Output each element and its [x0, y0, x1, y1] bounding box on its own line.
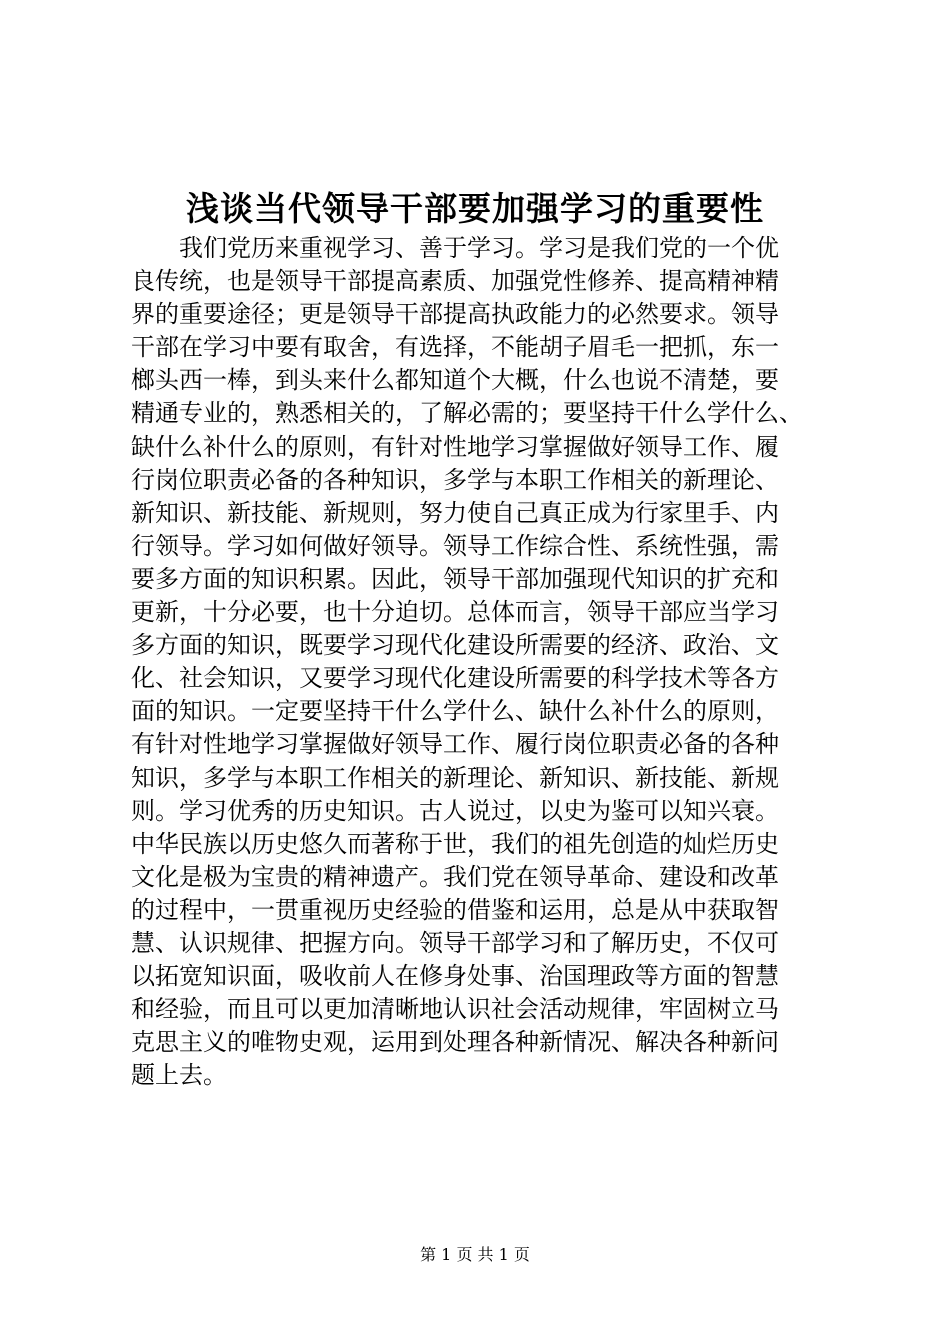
body-line: 要多方面的知识积累。因此，领导干部加强现代知识的扩充和: [131, 564, 779, 593]
body-line: 干部在学习中要有取舍，有选择，不能胡子眉毛一把抓，东一: [131, 333, 779, 362]
body-line: 题上去。: [131, 1061, 227, 1090]
body-line: 行岗位职责必备的各种知识，多学与本职工作相关的新理论、: [131, 465, 779, 494]
body-line: 界的重要途径；更是领导干部提高执政能力的必然要求。领导: [131, 300, 779, 329]
body-line: 缺什么补什么的原则，有针对性地学习掌握做好领导工作、履: [131, 432, 779, 461]
body-line: 中华民族以历史悠久而著称于世，我们的祖先创造的灿烂历史: [131, 829, 779, 858]
body-line: 行领导。学习如何做好领导。领导工作综合性、系统性强，需: [131, 531, 779, 560]
document-title: 浅谈当代领导干部要加强学习的重要性: [186, 189, 764, 228]
body-line: 多方面的知识，既要学习现代化建设所需要的经济、政治、文: [131, 631, 779, 660]
body-line: 化、社会知识，又要学习现代化建设所需要的科学技术等各方: [131, 664, 779, 693]
body-line: 和经验，而且可以更加清晰地认识社会活动规律，牢固树立马: [131, 995, 779, 1024]
body-line: 新知识、新技能、新规则，努力使自己真正成为行家里手、内: [131, 498, 779, 527]
body-line: 精通专业的，熟悉相关的，了解必需的；要坚持干什么学什么、: [131, 399, 803, 428]
body-line: 慧、认识规律、把握方向。领导干部学习和了解历史，不仅可: [131, 928, 779, 957]
body-line: 以拓宽知识面，吸收前人在修身处事、治国理政等方面的智慧: [131, 962, 779, 991]
document-body: [131, 232, 831, 1092]
body-line: 则。学习优秀的历史知识。古人说过，以史为鉴可以知兴衰。: [131, 796, 779, 825]
body-line: 更新，十分必要，也十分迫切。总体而言，领导干部应当学习: [131, 598, 779, 627]
body-line: 的过程中，一贯重视历史经验的借鉴和运用，总是从中获取智: [131, 895, 779, 924]
body-line: 有针对性地学习掌握做好领导工作、履行岗位职责必备的各种: [131, 730, 779, 759]
body-line: 榔头西一棒，到头来什么都知道个大概，什么也说不清楚，要: [131, 366, 779, 395]
body-line: 我们党历来重视学习、善于学习。学习是我们党的一个优: [131, 234, 779, 262]
body-line: 面的知识。一定要坚持干什么学什么、缺什么补什么的原则，: [131, 697, 779, 726]
body-line: 文化是极为宝贵的精神遗产。我们党在领导革命、建设和改革: [131, 862, 779, 891]
page-footer: 第 1 页 共 1 页: [420, 1245, 530, 1264]
body-line: 克思主义的唯物史观，运用到处理各种新情况、解决各种新问: [131, 1028, 779, 1057]
body-line: 良传统，也是领导干部提高素质、加强党性修养、提高精神精: [131, 267, 779, 296]
body-line: 知识，多学与本职工作相关的新理论、新知识、新技能、新规: [131, 763, 779, 792]
